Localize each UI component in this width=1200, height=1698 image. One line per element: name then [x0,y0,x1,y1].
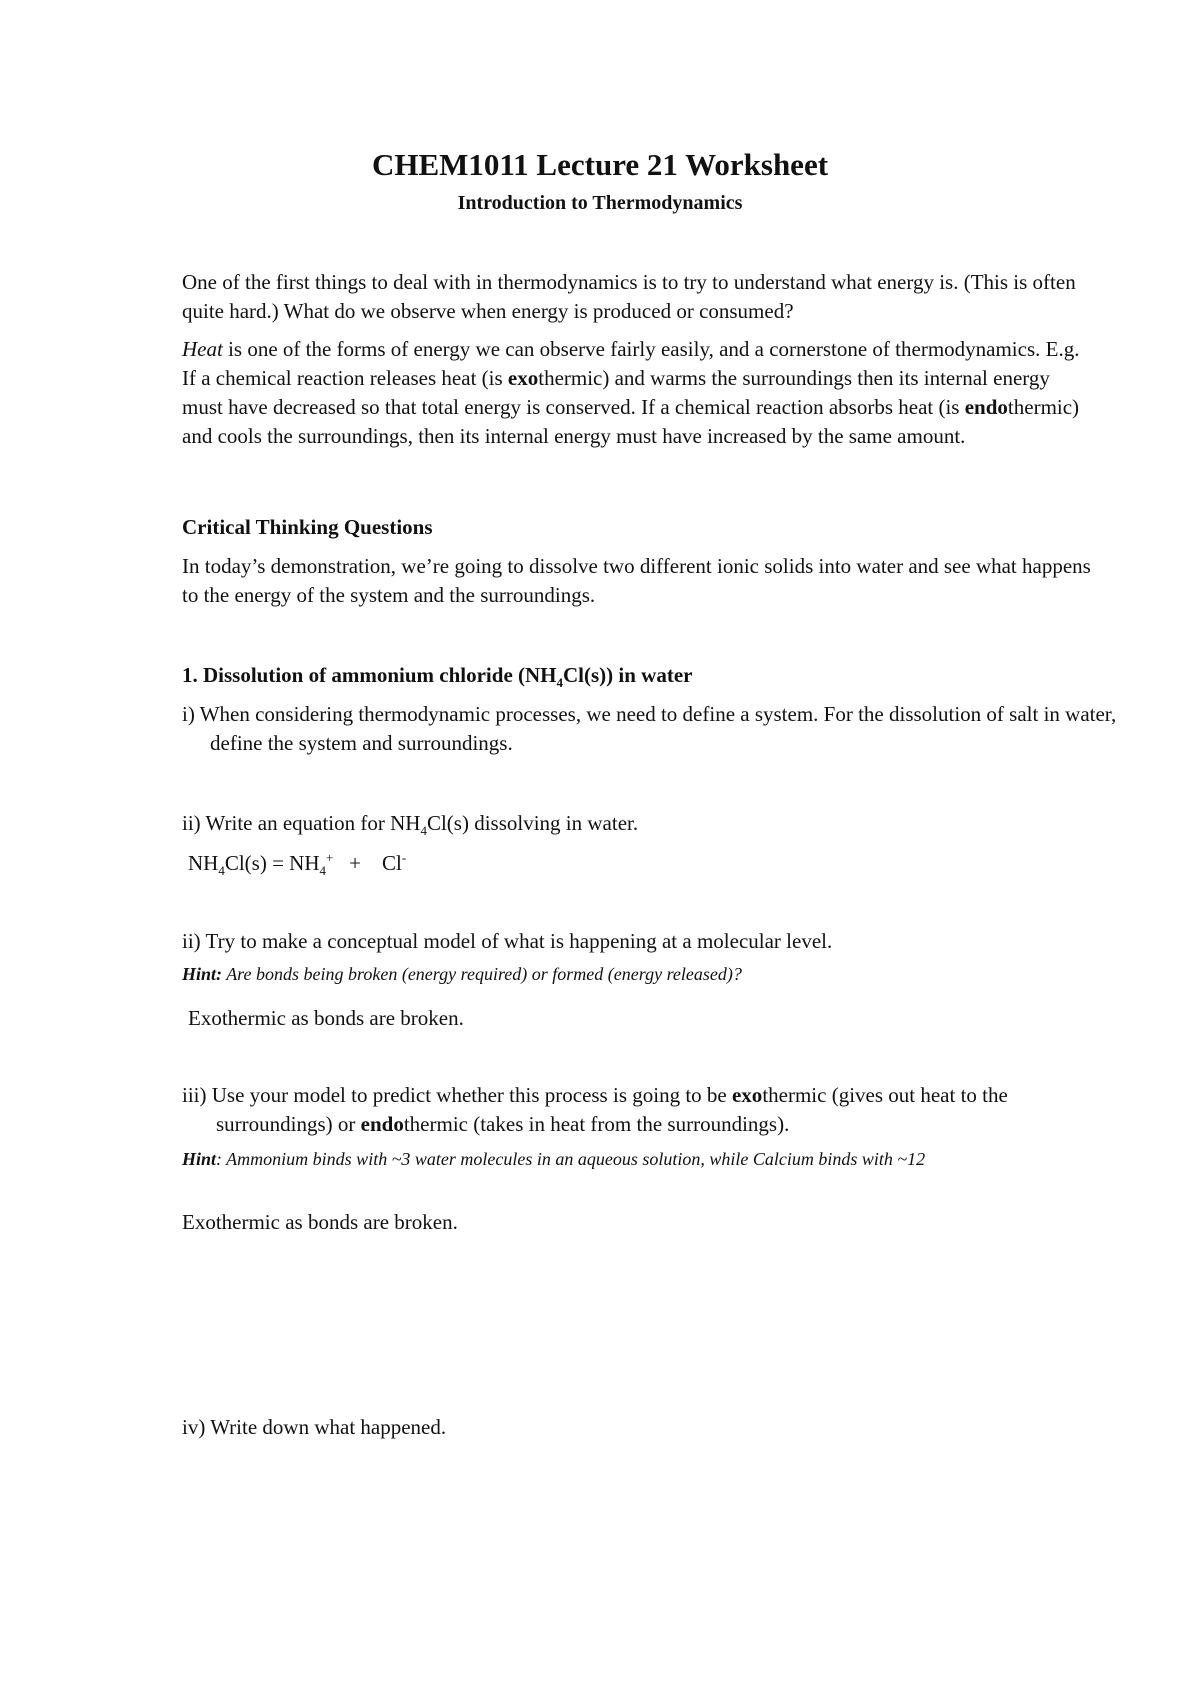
hint-1-label: Hint: [182,964,223,984]
exo-term: exo [507,366,539,390]
hint-2: Hint: Ammonium binds with ~3 water molecules in an aqueous solution, while Calcium binds with ~12 [182,1149,926,1169]
hint-1: Hint: Are bonds being broken (energy required) or formed (energy released)? [182,964,742,984]
equation-answer: $NH_4Cl(s) = NH_4^+$ + Cl- [188,850,407,879]
question-i: i) When considering thermodynamic processes, we need to define a system. For the dissolution of salt in water, define the system and surroundings. [182,702,1117,755]
section-1-heading: 1. Dissolution of ammonium chloride $(NH_4Cl(s))$ in water [182,663,693,691]
endo-term: endo [964,395,1008,419]
answer-1: Exothermic as bonds are broken. [188,1006,464,1030]
critical-thinking-heading: Critical Thinking Questions [182,515,433,539]
hint-2-label: Hint [182,1149,217,1169]
critical-thinking-text: In today’s demonstration, we’re going to dissolve two different ionic solids into water and see what happens to the energy of the system and the surroundings. [182,554,1091,607]
heat-term: Heat [182,337,223,361]
exo-term-2: exo [731,1083,763,1107]
intro-paragraph-1: One of the first things to deal with in thermodynamics is to try to understand what energy is. (This is often quite hard.) What do we observe when energy is produced or consumed? [182,270,1076,323]
page-title: CHEM1011 Lecture 21 Worksheet [371,147,829,182]
intro-paragraph-2: Heat is one of the forms of energy we can observe fairly easily, and a cornerstone of thermodynamics. E.g. If a chemical reaction releases heat (is exothermic) and warms the surroundings then its internal energy must have decreased so that total energy is conserved. If a chemical reaction absorbs heat (is endothermic) and cools the surroundings, then its internal energy must have increased by the same amount. [182,337,1080,448]
question-ii-equation: ii) Write an equation for $NH_4Cl(s)$ dissolving in water. [182,811,639,839]
page-subtitle: Introduction to Thermodynamics [457,192,743,214]
question-iv: iv) Write down what happened. [182,1415,447,1439]
question-iii: iii) Use your model to predict whether this process is going to be exothermic (gives out heat to the surroundings) or endothermic (takes in heat from the surroundings). [182,1083,1008,1136]
answer-2: Exothermic as bonds are broken. [182,1210,458,1234]
endo-term-2: endo [360,1112,404,1136]
question-ii-model: ii) Try to make a conceptual model of what is happening at a molecular level. [182,929,833,953]
